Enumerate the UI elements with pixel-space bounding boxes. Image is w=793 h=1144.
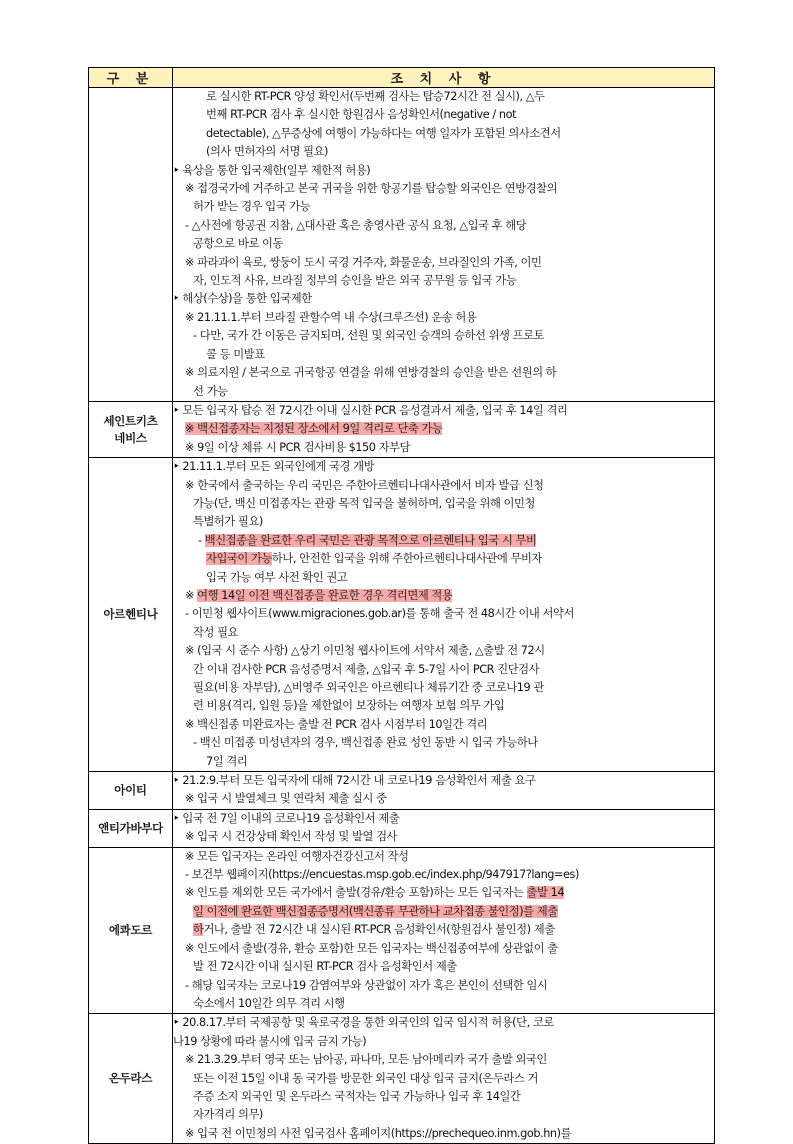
line-text: ‣ 육상을 통한 입국제한(일부 제한적 허용) [173, 163, 371, 177]
table-body [89, 88, 715, 1144]
measure-line [173, 958, 714, 976]
line-text: 번째 RT-PCR 검사 후 실시한 항원검사 음성확인서(negative / not [206, 108, 517, 122]
measure-line [173, 679, 714, 697]
country-cell [89, 772, 173, 810]
line-text: - [198, 533, 205, 547]
highlighted-text: 백신접종을 완료한 우리 국민은 관광 목적으로 아르헨티나 입국 시 무비 [204, 533, 537, 547]
measure-line [173, 866, 714, 884]
measure-line [173, 1033, 714, 1051]
country-name: 네비스 [114, 430, 147, 445]
line-text: ‣ 입국 전 7일 이내의 코로나19 음성확인서 제출 [173, 811, 400, 825]
measure-line [173, 439, 714, 457]
measures-cell [173, 88, 715, 402]
line-text: 가능(단, 백신 미접종자는 관광 목적 입국을 불허하며, 입국을 위해 이민청 [193, 496, 535, 510]
measure-line [173, 1014, 714, 1032]
line-text: - 해당 입국자는 코로나19 감염여부와 상관없이 자가 혹은 본인이 선택한 임시 [185, 978, 548, 992]
measure-line [173, 772, 714, 790]
line-text: 필요(비용 자부담), △비영주 외국인은 아르헨티나 체류기간 중 코로나19 관 [193, 681, 544, 694]
line-text: 주증 소지 외국인 및 온두라스 국적자는 입국 가능하나 입국 후 14일간 [193, 1089, 521, 1103]
table-row [89, 809, 715, 847]
line-text: 공항으로 바로 이동 [193, 237, 283, 251]
line-text: 자, 인도적 사유, 브라질 정부의 승인을 받은 외국 공무원 등 입국 가능 [193, 274, 517, 288]
line-text: 하나, 안전한 입국을 위해 주한아르헨티나대사관에 무비자 [271, 552, 542, 566]
measure-line [173, 884, 714, 902]
header-measures: 조 치 사 항 [173, 68, 715, 88]
measure-line [173, 1070, 714, 1088]
line-text: 선 가능 [193, 384, 228, 398]
line-text: ※ 한국에서 출국하는 우리 국민은 주한아르헨티나대사관에서 비자 발급 신청 [185, 478, 544, 492]
table-row [89, 1014, 715, 1144]
measure-line [173, 810, 714, 828]
highlighted-text: 여행 14일 이전 백신접종을 완료한 경우 격리면제 적용 [197, 588, 453, 602]
line-text: - 이민청 웹사이트(www.migraciones.gob.ar)를 통해 출국 전 48시간 이내 서약서 [185, 607, 574, 621]
measure-line [173, 569, 714, 587]
measure-line [173, 198, 714, 216]
measure-line [173, 88, 714, 106]
measure-line [173, 848, 714, 866]
line-text: ‣ 21.2.9.부터 모든 입국자에 대해 72시간 내 코로나19 음성확인서 제출 요구 [173, 774, 536, 788]
measures-cell [173, 401, 715, 457]
line-text: ※ 파라과이 육로, 쌍둥이 도시 국경 거주자, 화물운송, 브라질인의 가족, 이민 [185, 255, 542, 269]
table-header-row [89, 68, 715, 88]
line-text: ※ 9일 이상 체류 시 PCR 검사비용 $150 자부담 [185, 440, 411, 454]
line-text: detectable), △무증상에 여행이 가능하다는 여행 일자가 포함된 의사소견서 [206, 126, 561, 140]
line-text: ※ 접경국가에 거주하고 본국 귀국을 위한 항공기를 탑승할 외국인은 연방경찰의 [185, 182, 558, 196]
line-text: ‣ 모든 입국자 탑승 전 72시간 이내 실시한 PCR 음성결과서 제출, 입국 후 14일 격리 [173, 403, 568, 417]
country-cell [89, 1014, 173, 1144]
measure-line [173, 587, 714, 605]
measure-line [173, 605, 714, 623]
line-text: - 다만, 국가 간 이동은 금지되며, 선원 및 외국인 승객의 승하선 위생 프로토 [193, 329, 545, 343]
header-category: 구 분 [89, 68, 173, 88]
measure-line [173, 309, 714, 327]
line-text: 콜 등 미발표 [206, 347, 265, 361]
line-text: 작성 필요 [193, 625, 238, 639]
measure-line [173, 513, 714, 531]
highlighted-text: 자입국이 가능 [206, 552, 272, 566]
highlighted-text: 하 [193, 923, 204, 937]
line-text: ※ 입국 전 이민청의 사전 입국검사 홈페이지(https://prechequeo.inm.gob.hn)를 [185, 1126, 572, 1140]
measure-line [173, 734, 714, 752]
measure-line [173, 272, 714, 290]
measures-cell [173, 847, 715, 1014]
country-cell [89, 401, 173, 457]
line-text: 나19 상황에 따라 불시에 입국 금지 가능) [173, 1034, 367, 1048]
measure-line [173, 420, 714, 438]
measure-line [173, 383, 714, 401]
country-cell [89, 88, 173, 402]
measure-line [173, 903, 714, 921]
line-text: ‣ 21.11.1.부터 모든 외국인에게 국경 개방 [173, 460, 375, 474]
table-row [89, 772, 715, 810]
line-text: ※ 인도를 제외한 모든 국가에서 출발(경유/환승 포함)하는 모든 입국자는 [185, 886, 527, 900]
measure-line [173, 1088, 714, 1106]
measure-line [173, 550, 714, 568]
line-text: 간 이내 검사한 PCR 음성증명서 제출, △입국 후 5-7일 사이 PCR 진단검사 [193, 662, 540, 676]
measures-cell [173, 772, 715, 810]
measure-line [173, 290, 714, 308]
line-text: - 백신 미접종 미성년자의 경우, 백신접종 완료 성인 동반 시 입국 가능하나 [193, 736, 538, 750]
line-text: ‣ 20.8.17.부터 국제공항 및 육로국경을 통한 외국인의 입국 임시적 허용(단, 코로 [173, 1016, 554, 1030]
line-text: ※ 의료지원 / 본국으로 귀국항공 연결을 위해 연방경찰의 승인을 받은 선원의 하 [185, 366, 557, 380]
measure-line [173, 254, 714, 272]
line-text: ※ 인도에서 출발(경유, 환승 포함)한 모든 입국자는 백신접종여부에 상관없이 출 [185, 941, 558, 955]
measure-line [173, 753, 714, 771]
measure-line [173, 716, 714, 734]
measure-line [173, 1106, 714, 1124]
country-name: 앤티가바부다 [98, 820, 163, 835]
line-text: ※ 백신접종 미완료자는 출발 전 PCR 검사 시점부터 10일간 격리 [185, 717, 488, 731]
line-text: 특별허가 필요) [193, 515, 263, 529]
highlighted-text: 일 이전에 완료한 백신접종증명서(백신종류 무관하나 교차접종 불인정)를 제출 [193, 904, 558, 918]
measure-line [173, 235, 714, 253]
measure-line [173, 106, 714, 124]
line-text: (의사 면허자의 서명 필요) [206, 145, 328, 159]
line-text: ※ (입국 시 준수 사항) △상기 이민청 웹사이트에 서약서 제출, △출발 전 72시 [185, 644, 545, 658]
highlighted-text: ※ 백신접종자는 지정된 장소에서 9일 격리로 단축 가능 [185, 422, 443, 436]
measure-line [173, 217, 714, 235]
measure-line [173, 346, 714, 364]
highlighted-text: 출발 14 [526, 886, 565, 900]
line-text: ‣ 해상(수상)을 통한 입국제한 [173, 292, 312, 306]
line-text: ※ 21.3.29.부터 영국 또는 남아공, 파나마, 모든 남아메리카 국가 출발 외국인 [185, 1053, 547, 1067]
country-cell [89, 809, 173, 847]
measures-cell [173, 809, 715, 847]
line-text: 자가격리 의무) [193, 1108, 263, 1122]
line-text: ※ 21.11.1.부터 브라질 관할수역 내 수상(크루즈선) 운송 허용 [185, 310, 477, 324]
line-text: 거나, 출발 전 72시간 내 실시된 RT-PCR 음성확인서(항원검사 불인정) 제출 [203, 923, 555, 937]
measure-line [173, 458, 714, 476]
measure-line [173, 402, 714, 420]
measure-line [173, 921, 714, 939]
country-cell [89, 847, 173, 1014]
country-cell [89, 458, 173, 772]
line-text: 숙소에서 10일간 의무 격리 시행 [193, 996, 345, 1010]
measures-table [88, 67, 715, 1144]
country-name: 아르헨티나 [103, 607, 158, 622]
measure-line [173, 661, 714, 679]
measure-line [173, 697, 714, 715]
measure-line [173, 790, 714, 808]
measure-line [173, 828, 714, 846]
measures-cell [173, 458, 715, 772]
line-text: 또는 이전 15일 이내 동 국가를 방문한 외국인 대상 입국 금지(온두라스 거 [193, 1071, 538, 1085]
measure-line [173, 477, 714, 495]
measure-line [173, 940, 714, 958]
measure-line [173, 364, 714, 382]
measure-line [173, 624, 714, 642]
line-text: - 보건부 웹페이지(https://encuestas.msp.gob.ec/index.php/947917?lang=es) [185, 868, 579, 882]
line-text: - △사전에 항공권 지참, △대사관 혹은 총영사관 공식 요청, △입국 후 해당 [185, 218, 527, 232]
line-text: ※ 입국 시 건강상태 확인서 작성 및 발열 검사 [185, 830, 398, 844]
table-row [89, 458, 715, 772]
measure-line [173, 327, 714, 345]
country-name: 온두라스 [108, 1071, 153, 1086]
table-row [89, 401, 715, 457]
table-row [89, 88, 715, 402]
measure-line [173, 495, 714, 513]
measure-line [173, 1051, 714, 1069]
line-text: 련 비용(격리, 입원 등)을 제한없이 보장하는 여행자 보험 의무 가입 [193, 699, 505, 713]
measure-line [173, 977, 714, 995]
measure-line [173, 1125, 714, 1143]
measure-line [173, 125, 714, 143]
table-row [89, 847, 715, 1014]
line-text: 허가 받는 경우 입국 가능 [193, 200, 311, 214]
measure-line [173, 995, 714, 1013]
measure-line [173, 180, 714, 198]
line-text: 입국 가능 여부 사전 확인 권고 [206, 570, 348, 584]
line-text: 로 실시한 RT-PCR 양성 확인서(두번째 검사는 탑승72시간 전 실시), △두 [206, 90, 545, 103]
line-text: 7일 격리 [206, 754, 248, 768]
measure-line [173, 143, 714, 161]
measure-line [173, 642, 714, 660]
country-name: 에콰도르 [108, 922, 153, 937]
measures-cell [173, 1014, 715, 1144]
country-name: 세인트키츠 [103, 413, 158, 428]
line-text: ※ 모든 입국자는 온라인 여행자건강신고서 작성 [185, 849, 409, 863]
line-text: ※ 입국 시 발열체크 및 연락처 제출 실시 중 [185, 792, 387, 806]
line-text: ※ [185, 588, 198, 602]
line-text: 발 전 72시간 이내 실시된 RT-PCR 검사 음성확인서 제출 [193, 960, 457, 974]
measure-line [173, 532, 714, 550]
measure-line [173, 162, 714, 180]
country-name: 아이티 [114, 782, 147, 797]
